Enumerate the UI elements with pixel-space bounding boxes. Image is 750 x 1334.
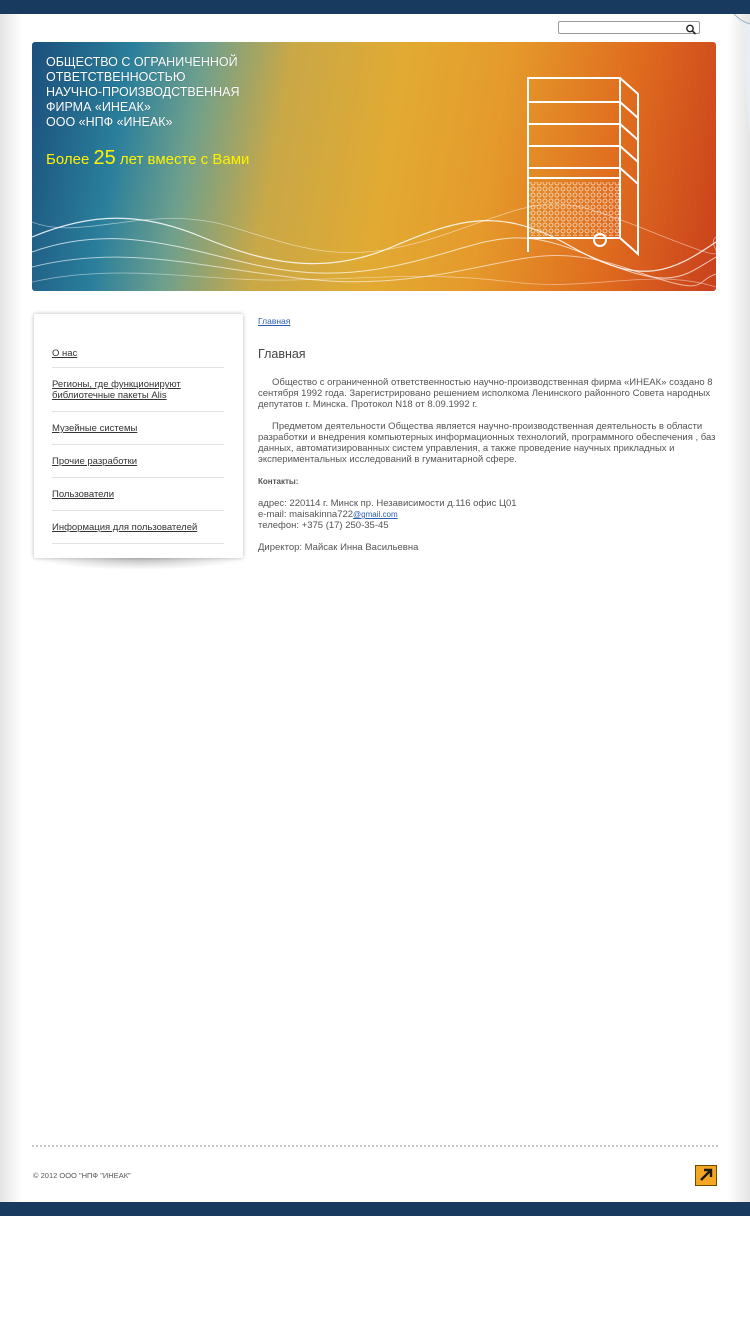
contacts-heading: Контакты: (258, 477, 299, 486)
activity-paragraph: Предметом деятельности Общества является научно-производственная деятельность в области разработки и внедрения компьютерных информационных технологий, программного обеспечения , баз данных, автоматизированных систем управления, а также проведение научных прикладных и экспериментальных исследований в гуманитарной сфере. (258, 421, 716, 465)
arrow-up-right-icon (696, 1166, 716, 1185)
company-title-line: НАУЧНО-ПРОИЗВОДСТВЕННАЯ (46, 85, 240, 99)
corner-swoosh-decoration (728, 14, 750, 134)
sidebar-link-user-info[interactable]: Информация для пользователей (52, 522, 198, 533)
company-title-line: ОТВЕТСТВЕННОСТЬЮ (46, 70, 186, 84)
sidebar-shadow (36, 558, 244, 570)
sidebar-list (52, 335, 224, 544)
sidebar-link-regions[interactable]: Регионы, где функционируют библиотечные пакеты Alis (52, 379, 181, 401)
copyright-text: © 2012 ООО "НПФ "ИНЕАК" (33, 1171, 131, 1180)
sidebar-menu (34, 314, 243, 558)
header-banner (32, 42, 716, 291)
breadcrumb[interactable]: Главная (258, 316, 291, 326)
search-input[interactable] (561, 22, 681, 33)
slogan-before: Более (46, 151, 94, 168)
company-title (46, 55, 239, 130)
company-title-line: ООО «НПФ «ИНЕАК» (46, 115, 173, 129)
search-box (558, 21, 700, 34)
sidebar-item-museum (52, 412, 224, 445)
email-line (258, 509, 718, 520)
company-title-line: ФИРМА «ИНЕАК» (46, 100, 151, 114)
slogan-number: 25 (93, 147, 116, 169)
sidebar-item-about (52, 335, 224, 368)
footer-divider (32, 1145, 718, 1147)
slogan (46, 147, 249, 170)
sidebar-link-about[interactable]: О нас (52, 348, 78, 359)
main-content (258, 377, 718, 553)
page-title: Главная (258, 347, 306, 361)
phone-text: телефон: +375 (17) 250-35-45 (258, 520, 389, 531)
sidebar-link-users[interactable]: Пользователи (52, 489, 115, 500)
email-link[interactable]: @gmail.com (353, 510, 398, 519)
address-text: адрес: 220114 г. Минск пр. Независимости д.116 офис Ц01 (258, 498, 517, 509)
director-text: Директор: Майсак Инна Васильевна (258, 542, 419, 553)
scroll-top-button[interactable] (695, 1165, 717, 1186)
email-text: e-mail: maisakinna722 (258, 509, 354, 520)
sidebar-item-regions (52, 368, 224, 412)
sidebar-link-other[interactable]: Прочие разработки (52, 456, 138, 467)
sidebar-item-user-info (52, 511, 224, 544)
sidebar-item-other (52, 445, 224, 478)
intro-paragraph: Общество с ограниченной ответственностью научно-производственная фирма «ИНЕАК» создано 8 сентября 1992 года. Зарегистрировано решением исполкома Ленинского районного Совета народных депутатов г. Минска. Протокол N18 от 8.09.1992 г. (258, 377, 713, 410)
sidebar-item-users (52, 478, 224, 511)
company-title-line: ОБЩЕСТВО С ОГРАНИЧЕННОЙ (46, 55, 238, 69)
top-bar (0, 0, 750, 14)
sidebar-link-museum[interactable]: Музейные системы (52, 423, 138, 434)
bottom-bar (0, 1202, 750, 1216)
search-icon[interactable] (685, 22, 697, 33)
slogan-after: лет вместе с Вами (115, 151, 250, 168)
